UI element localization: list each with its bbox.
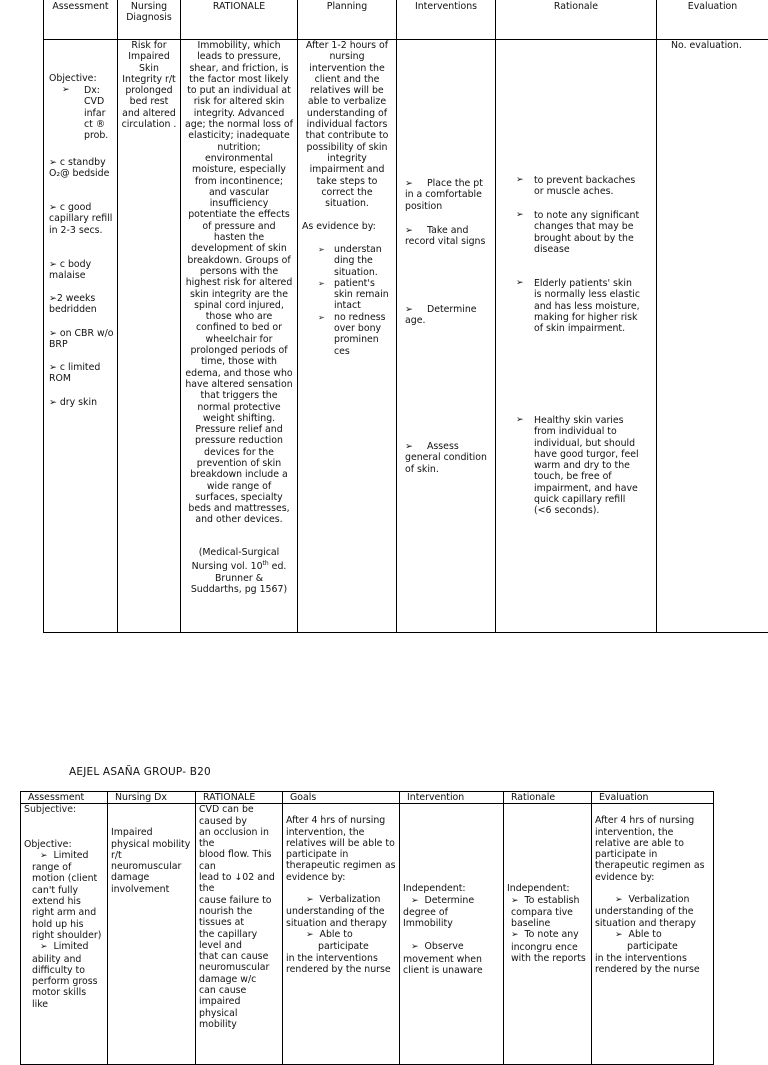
diagnosis-text: Risk for Impaired Skin Integrity r/t prolonged bed rest and altered circulation . xyxy=(118,40,180,130)
goal-item-text: Able to xyxy=(320,929,353,940)
arrow-bullet-icon xyxy=(615,894,629,905)
evaluation-item xyxy=(595,894,710,906)
table-header-row xyxy=(21,792,714,804)
intervention-item xyxy=(405,178,491,212)
dx-line: ct ® xyxy=(49,119,117,130)
goal-item xyxy=(286,929,396,941)
evidence-item: ➢ patient's skin remain intact xyxy=(298,278,396,312)
header-evaluation: Evaluation xyxy=(657,0,768,40)
rationale-reference xyxy=(181,547,297,595)
assessment-item xyxy=(49,259,115,282)
rationale-line: that can cause xyxy=(199,951,279,962)
objective-label: Objective: xyxy=(49,73,117,84)
intervention-item xyxy=(405,225,491,248)
rationale-line: caused by xyxy=(199,816,279,827)
arrow-bullet-icon: ➢ xyxy=(49,157,57,168)
arrow-bullet-icon: ➢ xyxy=(405,225,427,236)
nursing-dx-text: Impaired physical mobility r/t neuromuscular damage involvement xyxy=(111,827,192,895)
rationale-line: tissues at xyxy=(199,917,279,928)
rationale-line: neuromuscular xyxy=(199,962,279,973)
assessment-item-text: on CBR w/o BRP xyxy=(49,328,114,350)
assessment-item-rest: ability and difficulty to perform gross motor skills like xyxy=(24,954,104,1010)
rationale-line: can cause xyxy=(199,985,279,996)
assessment-item-text: Limited xyxy=(54,850,89,861)
rationale-line: nourish the xyxy=(199,906,279,917)
assessment-item-text: 2 weeks bedridden xyxy=(49,293,97,315)
table-row xyxy=(21,804,714,1065)
arrow-bullet-icon: ➢ xyxy=(405,178,427,189)
rationale-line: the capillary xyxy=(199,929,279,940)
evaluation-item-rest: understanding of the situation and therapy xyxy=(595,906,710,929)
rationale-line: lead to ↓02 and xyxy=(199,872,279,883)
rationale-line: level and xyxy=(199,940,279,951)
header-rationale: RATIONALE xyxy=(181,0,298,40)
group-title: AEJEL ASAÑA GROUP- B20 xyxy=(69,766,211,778)
assessment-item xyxy=(49,293,115,316)
evidence-item: ➢ understan ding the situation. xyxy=(298,244,396,278)
intervention-text: Observe movement when client is unaware xyxy=(403,941,483,976)
evaluation-item-mid: participate xyxy=(595,941,710,952)
arrow-bullet-icon xyxy=(40,850,54,861)
arrow-bullet-icon xyxy=(411,941,425,952)
dx-line: CVD xyxy=(49,96,117,107)
table-row xyxy=(44,40,768,633)
rationale-line: the xyxy=(199,883,279,894)
intervention-item xyxy=(403,895,500,930)
planning-goal: After 1-2 hours of nursing intervention the client and the relatives will be able to verbalize understanding of individual factors that contribute to possibility of skin integrity impairment and take steps to correct the situation. xyxy=(298,40,396,209)
rationale-item: ➢ Healthy skin varies from individual to individual, but should have good turgor, feel warm and dry to the touch, be free of impairment, and have quick capillary refill (<6 seconds). xyxy=(534,415,642,517)
rationale-line: cause failure to xyxy=(199,895,279,906)
intervention-item xyxy=(405,441,491,475)
rationale-line: impaired xyxy=(199,996,279,1007)
planning-cell xyxy=(298,40,397,633)
arrow-bullet-icon: ➢ xyxy=(49,328,57,339)
arrow-bullet-icon: ➢ xyxy=(49,397,57,408)
assessment-item-text: Limited xyxy=(54,941,89,952)
arrow-bullet-icon: ➢ xyxy=(405,304,427,315)
header-assessment: Assessment xyxy=(21,792,108,804)
header-evaluation: Evaluation xyxy=(592,792,714,804)
arrow-bullet-icon: ➢ xyxy=(49,362,57,373)
rationale2-cell xyxy=(496,40,657,633)
rationale-item xyxy=(507,895,588,930)
assessment-item-text: dry skin xyxy=(60,397,97,408)
evaluation-cell xyxy=(657,40,768,633)
care-plan-table-1 xyxy=(43,0,768,633)
evidence-list xyxy=(298,244,396,357)
independent-label: Independent: xyxy=(403,883,500,894)
assessment-item xyxy=(49,362,115,385)
intervention-text: Determine degree of Immobility xyxy=(403,895,474,930)
arrow-bullet-icon: ➢ xyxy=(49,259,57,270)
goal-item xyxy=(286,894,396,906)
dx-block xyxy=(49,85,117,141)
arrow-bullet-icon: ➢ xyxy=(49,293,57,304)
assessment-item xyxy=(24,941,104,953)
interventions-cell xyxy=(397,40,496,633)
header-assessment: Assessment xyxy=(44,0,118,40)
evaluation-text: No. evaluation. xyxy=(671,40,768,51)
diagnosis-cell xyxy=(118,40,181,633)
goal-item-text: Verbalization xyxy=(320,894,381,905)
objective-label: Objective: xyxy=(24,839,104,850)
rationale-line: physical xyxy=(199,1008,279,1019)
header-goals: Goals xyxy=(283,792,400,804)
header-rationale-2: Rationale xyxy=(496,0,657,40)
arrow-bullet-icon: ➢ xyxy=(49,202,57,213)
rationale-cell xyxy=(196,804,283,1065)
nursing-dx-cell xyxy=(108,804,196,1065)
header-intervention: Intervention xyxy=(400,792,504,804)
rationale-line: mobility xyxy=(199,1019,279,1030)
assessment-cell xyxy=(44,40,118,633)
rationale-item-text: To note any incongru ence with the reports xyxy=(511,929,586,964)
header-planning: Planning xyxy=(298,0,397,40)
rationale2-cell xyxy=(504,804,592,1065)
goal-item-mid: participate xyxy=(286,941,396,952)
goal-item-rest: understanding of the situation and therapy xyxy=(286,906,396,929)
dx-line: prob. xyxy=(49,130,117,141)
evaluation-item xyxy=(595,929,710,941)
evidence-item: ➢ no redness over bony prominen ces xyxy=(298,312,396,357)
arrow-bullet-icon xyxy=(306,929,320,940)
rationale-line: CVD can be xyxy=(199,804,279,815)
assessment-item xyxy=(49,157,115,180)
evidence-label: As evidence by: xyxy=(302,221,396,232)
assessment-item xyxy=(49,202,115,236)
arrow-bullet-icon xyxy=(40,941,54,952)
evaluation-item-rest: in the interventions rendered by the nurse xyxy=(595,953,710,976)
rationale-item-text: To establish compara tive baseline xyxy=(511,895,579,930)
assessment-item-text: c limited ROM xyxy=(49,362,100,384)
evaluation-item-text: Able to xyxy=(629,929,662,940)
rationale-text: Immobility, which leads to pressure, shear, and friction, is the factor most likely to put an individual at risk for altered skin integrity. Advanced age; the normal loss of elasticity; inadequate nutrition; environmental moisture, especially from incontinence; and vascular insufficiency potentiate the effects of pressure and hasten the development of skin breakdown. Groups of persons with the highest risk for altered skin integrity are the spinal cord injured, those who are confined to bed or wheelchair for prolonged periods of time, those with edema, and those who have altered sensation that triggers the normal protective weight shifting. Pressure relief and pressure reduction devices for the prevention of skin breakdown include a wide range of surfaces, specialty beds and mattresses, and other devices. xyxy=(181,40,297,526)
assessment-item-rest: range of motion (client can't fully extend his right arm and hold up his right shoulder) xyxy=(24,862,104,941)
rationale-item xyxy=(507,929,588,964)
goals-text: After 4 hrs of nursing intervention, the relatives will be able to participate in therapeutic regimen as evidence by: xyxy=(286,815,396,883)
independent-label: Independent: xyxy=(507,883,588,894)
rationale-item: ➢ to prevent backaches or muscle aches. xyxy=(534,175,642,198)
arrow-bullet-icon xyxy=(306,894,320,905)
evaluation-cell xyxy=(592,804,714,1065)
reference-part: ed. Brunner & Suddarths, pg 1567) xyxy=(191,561,287,595)
header-interventions: Interventions xyxy=(397,0,496,40)
dx-label: Dx: xyxy=(49,85,117,96)
table-header-row xyxy=(44,0,768,40)
intervention-item xyxy=(405,304,491,327)
reference-sup: th xyxy=(263,560,269,567)
evaluation-item-text: Verbalization xyxy=(629,894,690,905)
intervention-text: Assess general condition of skin. xyxy=(405,441,487,475)
arrow-bullet-icon: ➢ xyxy=(405,441,427,452)
assessment-item-text: c standby O₂@ bedside xyxy=(49,157,109,179)
arrow-bullet-icon xyxy=(411,895,425,906)
assessment-item xyxy=(49,328,115,351)
goal-item-rest: in the interventions rendered by the nurse xyxy=(286,953,396,976)
arrow-bullet-icon xyxy=(511,895,525,906)
intervention-text: Determine age. xyxy=(405,304,477,326)
dx-line: infar xyxy=(49,108,117,119)
header-rationale: RATIONALE xyxy=(196,792,283,804)
intervention-cell xyxy=(400,804,504,1065)
intervention-text: Take and record vital signs xyxy=(405,225,485,247)
header-nursing-dx: Nursing Dx xyxy=(108,792,196,804)
assessment-item xyxy=(24,850,104,862)
assessment-item-text: c good capillary refill in 2-3 secs. xyxy=(49,202,112,236)
rationale-line: the xyxy=(199,838,279,849)
rationale-line: an occlusion in xyxy=(199,827,279,838)
rationale-line: blood flow. This xyxy=(199,849,279,860)
rationale-item: ➢ to note any significant changes that may be brought about by the disease xyxy=(534,210,642,255)
rationale-line: damage w/c xyxy=(199,974,279,985)
header-nursing-diagnosis: Nursing Diagnosis xyxy=(118,0,181,40)
goals-cell xyxy=(283,804,400,1065)
subjective-label: Subjective: xyxy=(24,804,104,815)
intervention-text: Place the pt in a comfortable position xyxy=(405,178,483,212)
intervention-item xyxy=(403,941,500,976)
rationale-item: ➢ Elderly patients' skin is normally less elastic and has less moisture, making for higher risk of skin impairment. xyxy=(534,278,642,334)
rationale-line: can xyxy=(199,861,279,872)
header-rationale-2: Rationale xyxy=(504,792,592,804)
arrow-bullet-icon xyxy=(511,929,525,940)
reference-part: (Medical-Surgical Nursing vol. 10 xyxy=(192,547,280,572)
arrow-bullet-icon: ➢ xyxy=(62,85,70,96)
rationale-cell xyxy=(181,40,298,633)
evaluation-text: After 4 hrs of nursing intervention, the relative are able to participate in therapeutic regimen as evidence by: xyxy=(595,815,710,883)
arrow-bullet-icon xyxy=(615,929,629,940)
assessment-item xyxy=(49,397,115,408)
assessment-cell xyxy=(21,804,108,1065)
assessment-item-text: c body malaise xyxy=(49,259,91,281)
